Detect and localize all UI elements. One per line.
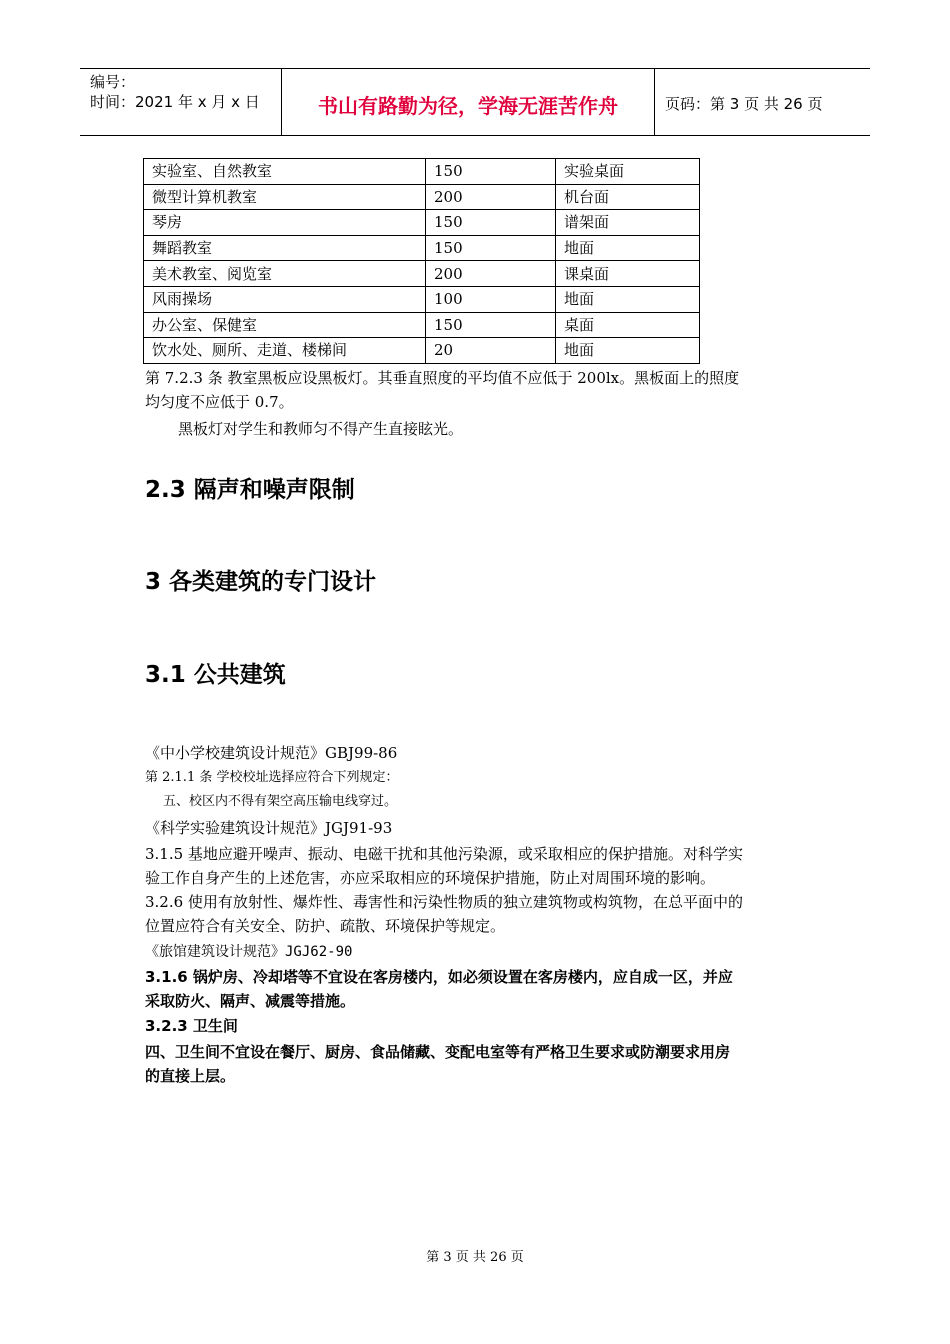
- table-row: [144, 338, 700, 364]
- illuminance-cell: 100: [426, 286, 556, 312]
- header-meta: [90, 72, 260, 112]
- clause-3-1-5-line1: 3.1.5 基地应避开噪声、振动、电磁干扰和其他污染源，或采取相应的保护措施。对科学实: [145, 845, 743, 863]
- standard-lab: 《科学实验建筑设计规范》JGJ91-93: [145, 819, 393, 837]
- clause-3-2-6-line2: 位置应符合有关安全、防护、疏散、环境保护等规定。: [145, 917, 506, 935]
- header-bottom-rule: [80, 135, 870, 136]
- reference-plane-cell: 课桌面: [556, 261, 700, 287]
- heading-3: 3 各类建筑的专门设计: [145, 569, 377, 595]
- header-top-rule: [80, 68, 870, 69]
- header-page-info: 页码：第 3 页 共 26 页: [665, 95, 823, 113]
- item-4-line1: 四、卫生间不宜设在餐厅、厨房、食品储藏、变配电室等有严格卫生要求或防潮要求用房: [145, 1043, 731, 1061]
- table-row: [144, 312, 700, 338]
- clause-2-1-1: 第 2.1.1 条 学校校址选择应符合下列规定：: [145, 770, 399, 785]
- reference-plane-cell: 机台面: [556, 184, 700, 210]
- reference-plane-cell: 地面: [556, 286, 700, 312]
- table-row: [144, 159, 700, 185]
- clause-3-1-6-line1: 3.1.6 锅炉房、冷却塔等不宜设在客房楼内，如必须设置在客房楼内，应自成一区，并应: [145, 968, 733, 986]
- clause-3-2-6-line1: 3.2.6 使用有放射性、爆炸性、毒害性和污染性物质的独立建筑物或构筑物，在总平面中的: [145, 893, 743, 911]
- clause-3-1-6-line2: 采取防火、隔声、减震等措施。: [145, 992, 356, 1010]
- illuminance-cell: 150: [426, 159, 556, 185]
- table-row: [144, 235, 700, 261]
- heading-2-3: 2.3 隔声和噪声限制: [145, 477, 355, 503]
- clause-7-2-3-line1: 第 7.2.3 条 教室黑板应设黑板灯。其垂直照度的平均值不应低于 200lx。黑板面上的照度: [145, 369, 740, 387]
- item-4-line2: 的直接上层。: [145, 1067, 236, 1085]
- illuminance-cell: 200: [426, 184, 556, 210]
- header-divider-right: [654, 68, 655, 135]
- header-time-label: 时间：2021 年 x 月 x 日: [90, 93, 260, 111]
- room-cell: 风雨操场: [144, 286, 426, 312]
- room-cell: 实验室、自然教室: [144, 159, 426, 185]
- header-motto: 书山有路勤为径，学海无涯苦作舟: [318, 94, 618, 118]
- room-cell: 办公室、保健室: [144, 312, 426, 338]
- illuminance-table-body: [144, 159, 700, 364]
- clause-2-1-1-item5: 五、校区内不得有架空高压输电线穿过。: [163, 794, 398, 809]
- room-cell: 微型计算机教室: [144, 184, 426, 210]
- illuminance-table: [143, 158, 700, 364]
- standard-school: 《中小学校建筑设计规范》GBJ99-86: [145, 744, 398, 762]
- reference-plane-cell: 谱架面: [556, 210, 700, 236]
- illuminance-cell: 200: [426, 261, 556, 287]
- blackboard-note: 黑板灯对学生和教师匀不得产生直接眩光。: [178, 420, 464, 438]
- reference-plane-cell: 桌面: [556, 312, 700, 338]
- reference-plane-cell: 实验桌面: [556, 159, 700, 185]
- standard-hotel: 《旅馆建筑设计规范》JGJ62-90: [145, 944, 353, 960]
- table-row: [144, 210, 700, 236]
- clause-3-1-5-line2: 验工作自身产生的上述危害，亦应采取相应的环境保护措施，防止对周围环境的影响。: [145, 869, 716, 887]
- reference-plane-cell: 地面: [556, 235, 700, 261]
- table-row: [144, 261, 700, 287]
- table-row: [144, 286, 700, 312]
- header-number-label: 编号：: [90, 73, 136, 91]
- room-cell: 琴房: [144, 210, 426, 236]
- illuminance-cell: 20: [426, 338, 556, 364]
- room-cell: 舞蹈教室: [144, 235, 426, 261]
- clause-7-2-3-line2: 均匀度不应低于 0.7。: [145, 393, 294, 411]
- illuminance-cell: 150: [426, 235, 556, 261]
- page-footer: 第 3 页 共 26 页: [426, 1250, 524, 1265]
- illuminance-cell: 150: [426, 210, 556, 236]
- table-row: [144, 184, 700, 210]
- clause-3-2-3: 3.2.3 卫生间: [145, 1017, 238, 1035]
- illuminance-cell: 150: [426, 312, 556, 338]
- room-cell: 美术教室、阅览室: [144, 261, 426, 287]
- room-cell: 饮水处、厕所、走道、楼梯间: [144, 338, 426, 364]
- reference-plane-cell: 地面: [556, 338, 700, 364]
- heading-3-1: 3.1 公共建筑: [145, 662, 286, 688]
